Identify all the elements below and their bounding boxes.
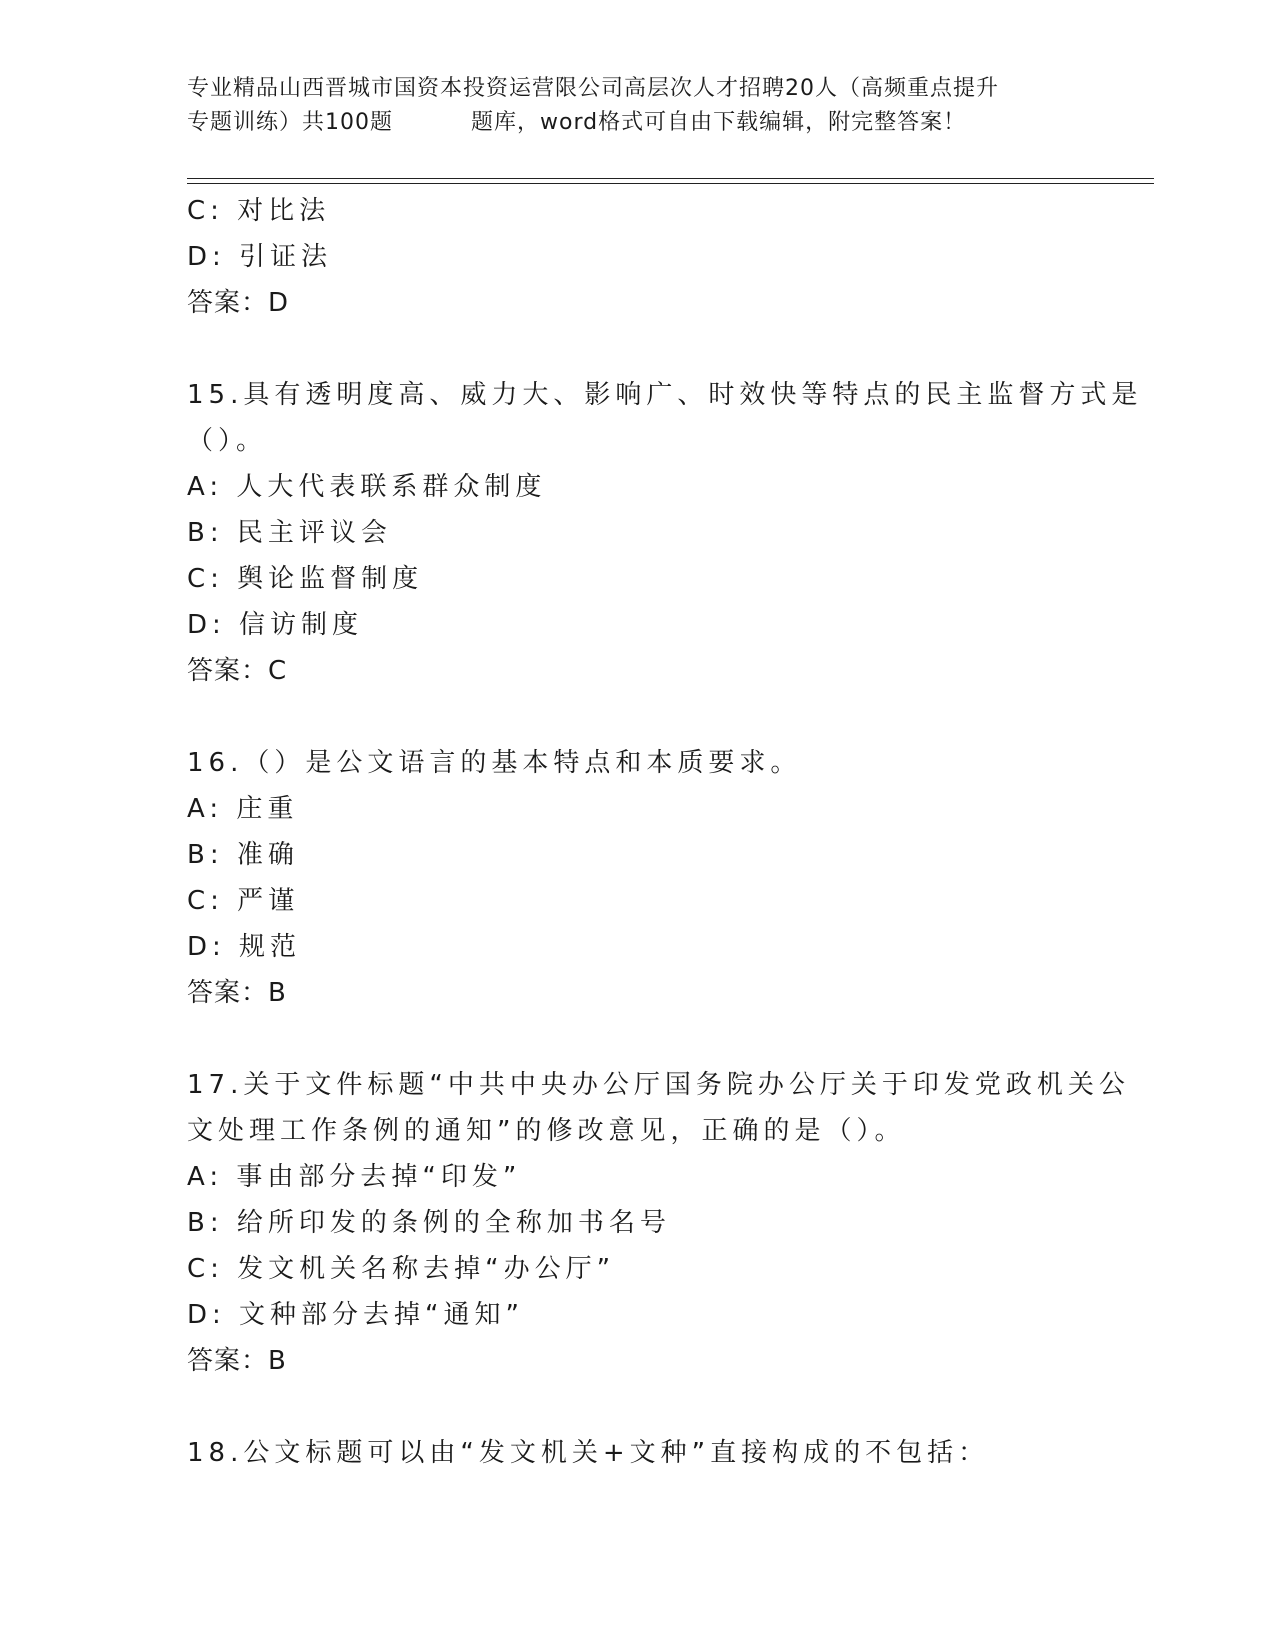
- question-15: [187, 372, 1143, 694]
- q17-stem-line-1: 17.关于文件标题“中共中央办公厅国务院办公厅关于印发党政机关公: [187, 1070, 1130, 1100]
- header-line-1: 专业精品山西晋城市国资本投资运营限公司高层次人才招聘20人（高频重点提升: [187, 76, 999, 101]
- q14-option-d: D: 引证法: [187, 242, 333, 272]
- q17-answer: 答案：B: [187, 1346, 287, 1376]
- header-line-2-part-b: 题库，word格式可自由下载编辑，附完整答案！: [471, 110, 967, 135]
- q17-option-d: D: 文种部分去掉“通知”: [187, 1300, 524, 1330]
- document-header: [187, 72, 1087, 140]
- question-list: [187, 188, 1143, 1476]
- q17-stem-line-2: 文处理工作条例的通知”的修改意见，正确的是（）。: [187, 1116, 906, 1146]
- q16-stem-line-1: 16.（）是公文语言的基本特点和本质要求。: [187, 748, 802, 778]
- header-divider-top: [187, 178, 1154, 179]
- q15-stem-line-2: （）。: [187, 426, 268, 456]
- q16-option-d: D: 规范: [187, 932, 302, 962]
- q17-option-a: A: 事由部分去掉“印发”: [187, 1162, 522, 1192]
- q15-stem-line-1: 15.具有透明度高、威力大、影响广、时效快等特点的民主监督方式是: [187, 380, 1143, 410]
- q15-option-a: A: 人大代表联系群众制度: [187, 472, 547, 502]
- q15-option-d: D: 信访制度: [187, 610, 364, 640]
- header-line-2-part-a: 专题训练）共100题: [187, 110, 393, 135]
- question-18: [187, 1430, 1087, 1476]
- q18-stem-line-1: 18.公文标题可以由“发文机关+文种”直接构成的不包括：: [187, 1438, 990, 1468]
- q16-option-c: C: 严谨: [187, 886, 300, 916]
- question-17: [187, 1062, 1130, 1384]
- q15-option-b: B: 民主评议会: [187, 518, 392, 548]
- question-14-tail: [187, 188, 1087, 326]
- q17-option-c: C: 发文机关名称去掉“办公厅”: [187, 1254, 616, 1284]
- q16-answer: 答案：B: [187, 978, 287, 1008]
- q14-answer: 答案：D: [187, 288, 290, 318]
- question-16: [187, 740, 1087, 1016]
- header-line-2: [187, 106, 1087, 140]
- q16-option-b: B: 准确: [187, 840, 299, 870]
- header-divider-bottom: [187, 183, 1154, 184]
- q16-option-a: A: 庄重: [187, 794, 299, 824]
- q15-answer: 答案：C: [187, 656, 288, 686]
- q15-option-c: C: 舆论监督制度: [187, 564, 424, 594]
- q14-option-c: C: 对比法: [187, 196, 331, 226]
- q17-option-b: B: 给所印发的条例的全称加书名号: [187, 1208, 671, 1238]
